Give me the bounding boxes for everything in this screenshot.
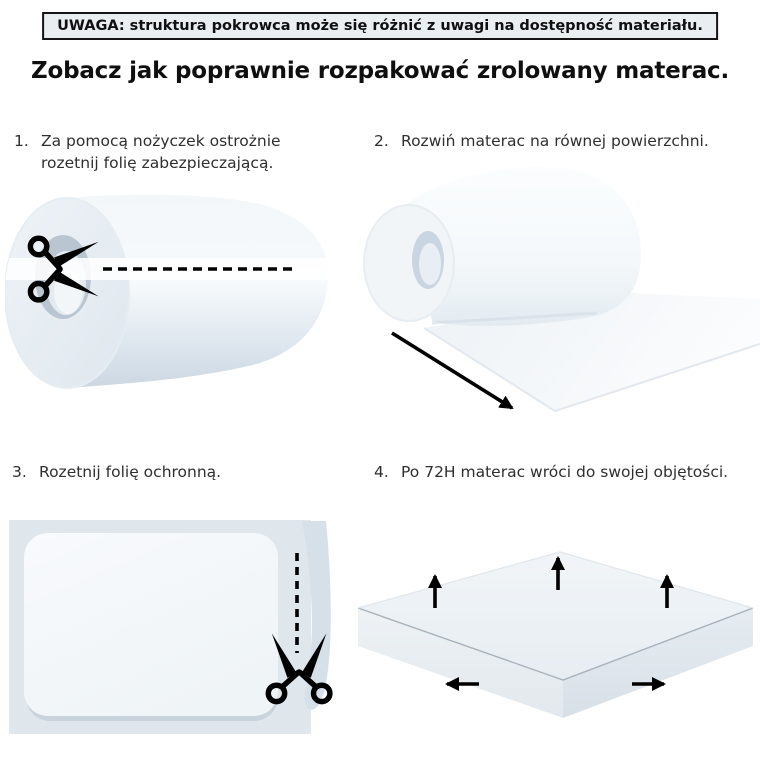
- step-2-instruction: [374, 130, 760, 152]
- step-1-text: Za pomocą nożyczek ostrożnie rozetnij folię zabezpieczającą.: [41, 132, 281, 172]
- step-3-instruction: [12, 461, 352, 483]
- cutting-film-illustration: [8, 515, 338, 755]
- step-4-number: 4.: [374, 463, 389, 481]
- flat-mattress: [24, 533, 278, 716]
- rolled-mattress-illustration: [5, 188, 335, 403]
- mattress-slab: [358, 552, 753, 718]
- step-3-number: 3.: [12, 463, 27, 481]
- expanding-mattress-illustration: [355, 520, 760, 760]
- step-3-text: Rozetnij folię ochronną.: [39, 463, 222, 481]
- step-1-number: 1.: [14, 132, 29, 150]
- page-title: Zobacz jak poprawnie rozpakować zrolowany materac.: [31, 58, 729, 84]
- step-4-text: Po 72H materac wróci do swojej objętości.: [401, 463, 729, 481]
- step-4-instruction: [374, 461, 760, 483]
- attention-banner: [42, 12, 718, 40]
- step-1-instruction: [14, 130, 344, 174]
- step-2-number: 2.: [374, 132, 389, 150]
- step-2-text: Rozwiń materac na równej powierzchni.: [401, 132, 709, 150]
- attention-banner-text: UWAGA: struktura pokrowca może się różnić z uwagi na dostępność materiału.: [57, 18, 703, 34]
- unrolling-mattress-illustration: [362, 163, 760, 431]
- mattress-roll: [364, 167, 641, 326]
- mattress-roll: [5, 195, 330, 388]
